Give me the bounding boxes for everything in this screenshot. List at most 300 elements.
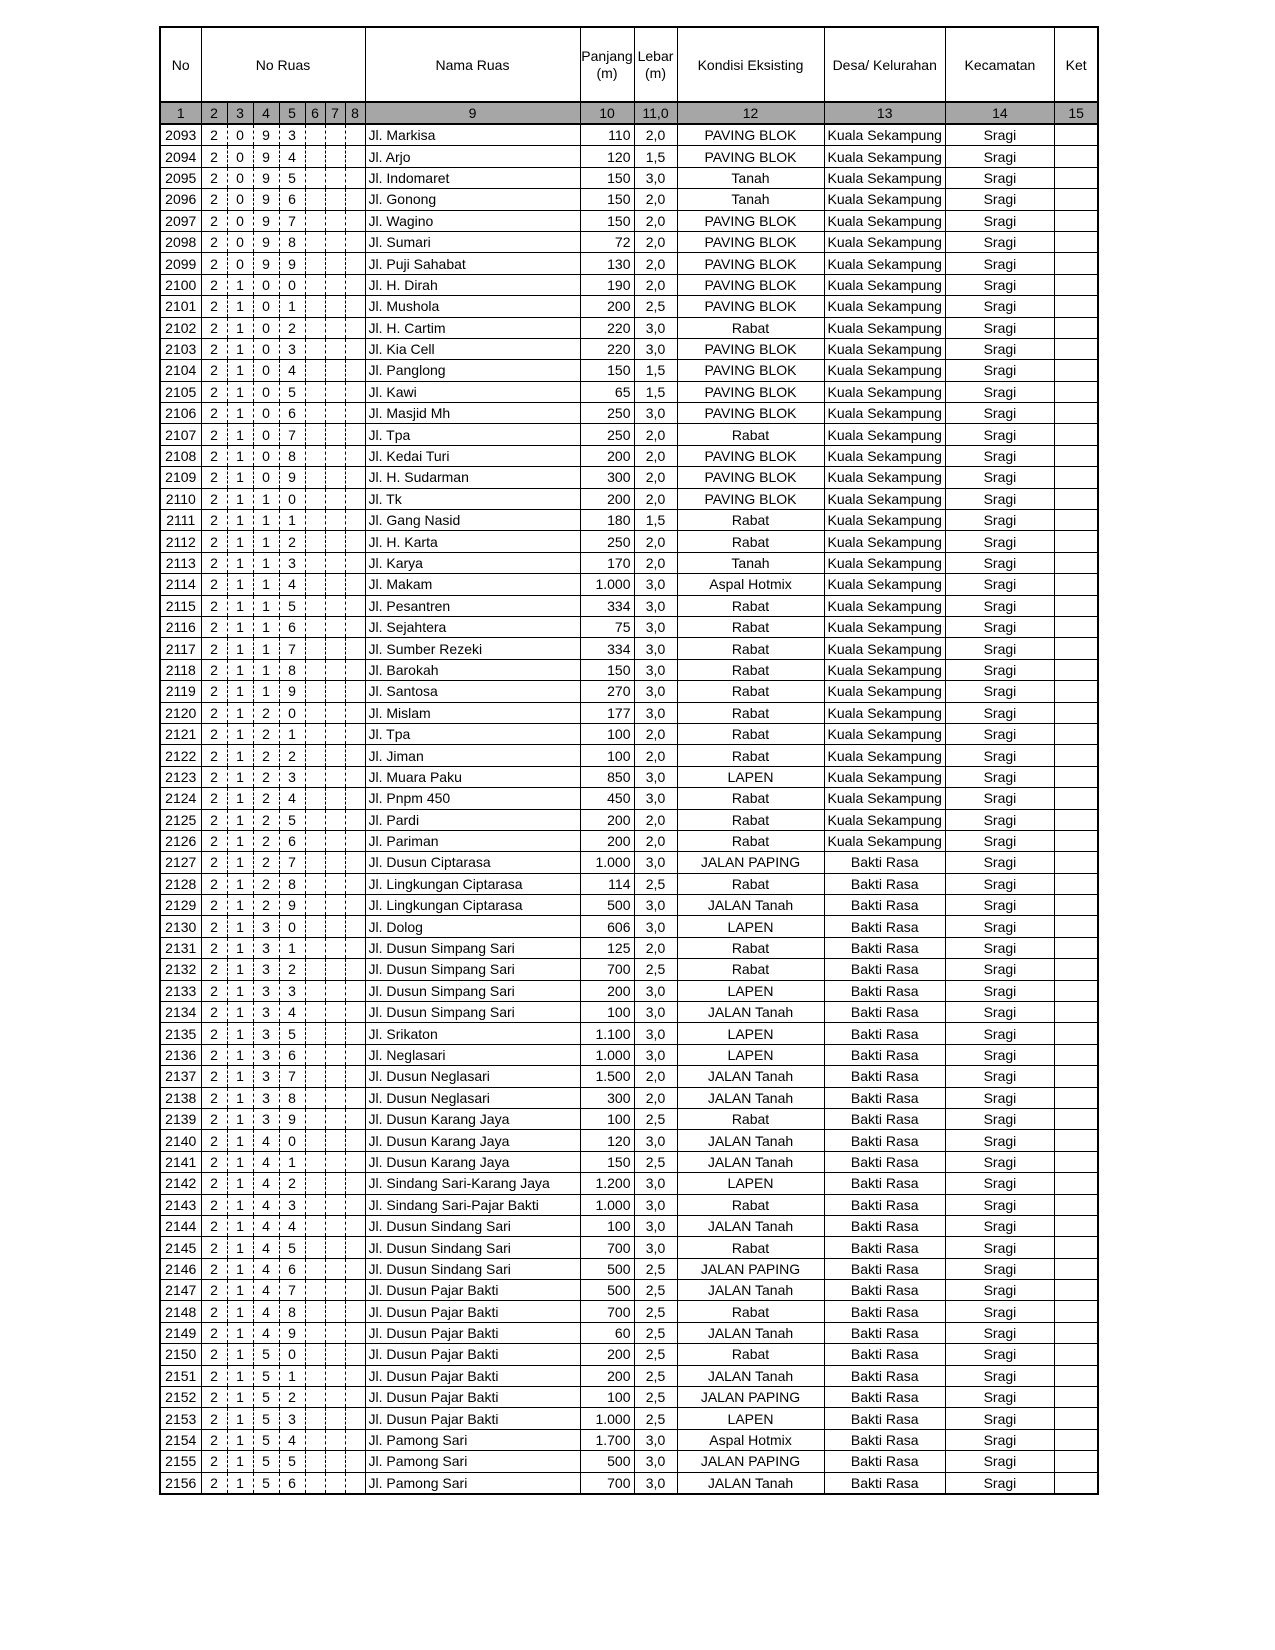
ket [1054, 788, 1098, 809]
lebar: 2,0 [634, 210, 677, 231]
ruas-digit [325, 1280, 345, 1301]
ruas-digit: 4 [279, 146, 305, 167]
nama-ruas: Jl. Tpa [365, 723, 580, 744]
row-number: 2111 [160, 510, 201, 531]
ruas-digit [305, 1429, 325, 1450]
kondisi: JALAN Tanah [677, 1066, 824, 1087]
ruas-digit [305, 1387, 325, 1408]
ruas-digit [305, 595, 325, 616]
ruas-digit [345, 1237, 365, 1258]
table-row [160, 1322, 1098, 1343]
ket [1054, 338, 1098, 359]
ruas-digit: 2 [201, 766, 227, 787]
desa: Bakti Rasa [824, 1472, 945, 1494]
ruas-digit [325, 595, 345, 616]
row-number: 2113 [160, 552, 201, 573]
ruas-digit [305, 1151, 325, 1172]
ket [1054, 510, 1098, 531]
nama-ruas: Jl. Masjid Mh [365, 403, 580, 424]
desa: Bakti Rasa [824, 1151, 945, 1172]
lebar: 3,0 [634, 1023, 677, 1044]
ruas-digit: 9 [253, 253, 279, 274]
row-number: 2112 [160, 531, 201, 552]
ket [1054, 681, 1098, 702]
nama-ruas: Jl. Dusun Simpang Sari [365, 959, 580, 980]
ruas-digit [345, 424, 365, 445]
ruas-digit [345, 381, 365, 402]
row-number: 2108 [160, 445, 201, 466]
nama-ruas: Jl. H. Sudarman [365, 467, 580, 488]
lebar: 3,0 [634, 916, 677, 937]
row-number: 2133 [160, 980, 201, 1001]
ruas-digit [325, 1194, 345, 1215]
row-number: 2125 [160, 809, 201, 830]
ket [1054, 980, 1098, 1001]
table-row [160, 830, 1098, 851]
table-row [160, 745, 1098, 766]
row-number: 2151 [160, 1365, 201, 1386]
ruas-digit: 2 [201, 552, 227, 573]
lebar: 2,5 [634, 1365, 677, 1386]
ruas-digit: 1 [279, 1151, 305, 1172]
panjang: 150 [580, 167, 634, 188]
kondisi: LAPEN [677, 916, 824, 937]
desa: Bakti Rasa [824, 1130, 945, 1151]
ruas-digit: 1 [227, 1301, 253, 1322]
lebar: 3,0 [634, 1130, 677, 1151]
desa: Kuala Sekampung [824, 146, 945, 167]
table-row [160, 788, 1098, 809]
table-row [160, 146, 1098, 167]
lebar: 2,0 [634, 1066, 677, 1087]
panjang: 450 [580, 788, 634, 809]
table-row [160, 1044, 1098, 1065]
row-number: 2123 [160, 766, 201, 787]
lebar: 2,0 [634, 189, 677, 210]
ket [1054, 638, 1098, 659]
desa: Bakti Rasa [824, 1087, 945, 1108]
ruas-digit [325, 124, 345, 146]
ruas-digit [325, 1451, 345, 1472]
header-row [160, 27, 1098, 102]
kecamatan: Sragi [945, 1258, 1054, 1279]
ruas-digit [325, 424, 345, 445]
desa: Kuala Sekampung [824, 659, 945, 680]
ruas-digit: 2 [201, 531, 227, 552]
row-number: 2101 [160, 296, 201, 317]
ruas-digit: 8 [279, 231, 305, 252]
kondisi: Rabat [677, 809, 824, 830]
ruas-digit [325, 1066, 345, 1087]
ruas-digit: 3 [253, 980, 279, 1001]
ruas-digit [305, 510, 325, 531]
ruas-digit [325, 317, 345, 338]
panjang: 200 [580, 1365, 634, 1386]
ruas-digit: 1 [227, 531, 253, 552]
ruas-digit [325, 531, 345, 552]
ruas-digit [305, 638, 325, 659]
kondisi: Rabat [677, 1237, 824, 1258]
table-row [160, 531, 1098, 552]
nama-ruas: Jl. Makam [365, 574, 580, 595]
ruas-digit: 1 [227, 488, 253, 509]
kecamatan: Sragi [945, 1023, 1054, 1044]
ruas-digit [345, 1044, 365, 1065]
header-kondisi: Kondisi Eksisting [677, 27, 824, 102]
panjang: 120 [580, 146, 634, 167]
ruas-digit: 3 [253, 1087, 279, 1108]
ruas-digit [345, 1215, 365, 1236]
ruas-digit: 0 [279, 1130, 305, 1151]
ket [1054, 809, 1098, 830]
ruas-digit [345, 274, 365, 295]
kecamatan: Sragi [945, 916, 1054, 937]
table-row [160, 338, 1098, 359]
lebar: 3,0 [634, 1044, 677, 1065]
ruas-digit: 2 [201, 937, 227, 958]
row-number: 2131 [160, 937, 201, 958]
ruas-digit: 9 [279, 253, 305, 274]
table-row [160, 1002, 1098, 1023]
kondisi: PAVING BLOK [677, 146, 824, 167]
panjang: 334 [580, 595, 634, 616]
ruas-digit [345, 1280, 365, 1301]
ruas-digit: 5 [253, 1387, 279, 1408]
ruas-digit: 2 [201, 788, 227, 809]
ruas-digit: 1 [227, 1258, 253, 1279]
ruas-digit [345, 317, 365, 338]
kondisi: Rabat [677, 1194, 824, 1215]
panjang: 200 [580, 980, 634, 1001]
ket [1054, 467, 1098, 488]
row-number: 2132 [160, 959, 201, 980]
nama-ruas: Jl. Dusun Sindang Sari [365, 1258, 580, 1279]
table-row [160, 189, 1098, 210]
ruas-digit [325, 959, 345, 980]
ruas-digit: 2 [201, 467, 227, 488]
row-number: 2104 [160, 360, 201, 381]
ruas-digit [305, 1066, 325, 1087]
column-number: 13 [824, 102, 945, 124]
kecamatan: Sragi [945, 1301, 1054, 1322]
lebar: 3,0 [634, 1472, 677, 1494]
header-no-ruas: No Ruas [201, 27, 365, 102]
desa: Bakti Rasa [824, 1258, 945, 1279]
ket [1054, 916, 1098, 937]
panjang: 100 [580, 745, 634, 766]
ruas-digit: 2 [201, 895, 227, 916]
kondisi: JALAN PAPING [677, 1451, 824, 1472]
ruas-digit [305, 317, 325, 338]
lebar: 3,0 [634, 1002, 677, 1023]
kecamatan: Sragi [945, 574, 1054, 595]
ruas-digit: 2 [253, 852, 279, 873]
lebar: 3,0 [634, 766, 677, 787]
ruas-digit [325, 1344, 345, 1365]
ruas-digit: 4 [253, 1237, 279, 1258]
lebar: 3,0 [634, 895, 677, 916]
ket [1054, 210, 1098, 231]
kondisi: Rabat [677, 531, 824, 552]
ruas-digit: 3 [279, 980, 305, 1001]
lebar: 2,5 [634, 1387, 677, 1408]
ruas-digit: 1 [253, 595, 279, 616]
ket [1054, 531, 1098, 552]
row-number: 2134 [160, 1002, 201, 1023]
nama-ruas: Jl. Dusun Pajar Bakti [365, 1301, 580, 1322]
nama-ruas: Jl. Dusun Karang Jaya [365, 1151, 580, 1172]
row-number: 2154 [160, 1429, 201, 1450]
panjang: 500 [580, 1280, 634, 1301]
kondisi: Tanah [677, 167, 824, 188]
ruas-digit [345, 210, 365, 231]
nama-ruas: Jl. Gang Nasid [365, 510, 580, 531]
ruas-digit [325, 1023, 345, 1044]
nama-ruas: Jl. Pnpm 450 [365, 788, 580, 809]
nama-ruas: Jl. Lingkungan Ciptarasa [365, 895, 580, 916]
ruas-digit: 2 [201, 852, 227, 873]
ruas-digit [325, 788, 345, 809]
ruas-digit: 9 [253, 167, 279, 188]
panjang: 270 [580, 681, 634, 702]
ruas-digit [325, 1258, 345, 1279]
desa: Kuala Sekampung [824, 531, 945, 552]
panjang: 500 [580, 1451, 634, 1472]
kondisi: PAVING BLOK [677, 274, 824, 295]
table-row [160, 274, 1098, 295]
ruas-digit [305, 360, 325, 381]
panjang: 75 [580, 616, 634, 637]
ruas-digit: 2 [279, 1387, 305, 1408]
ruas-digit: 2 [201, 1173, 227, 1194]
ruas-digit: 9 [253, 210, 279, 231]
kondisi: Rabat [677, 702, 824, 723]
ruas-digit: 1 [253, 531, 279, 552]
nama-ruas: Jl. Dusun Pajar Bakti [365, 1344, 580, 1365]
desa: Kuala Sekampung [824, 317, 945, 338]
lebar: 2,5 [634, 1280, 677, 1301]
ruas-digit: 3 [279, 1194, 305, 1215]
table-row [160, 638, 1098, 659]
kecamatan: Sragi [945, 467, 1054, 488]
nama-ruas: Jl. Neglasari [365, 1044, 580, 1065]
kondisi: Tanah [677, 189, 824, 210]
kecamatan: Sragi [945, 210, 1054, 231]
desa: Bakti Rasa [824, 1387, 945, 1408]
ruas-digit: 0 [253, 360, 279, 381]
desa: Bakti Rasa [824, 916, 945, 937]
row-number: 2122 [160, 745, 201, 766]
ruas-digit [325, 274, 345, 295]
nama-ruas: Jl. Dusun Pajar Bakti [365, 1408, 580, 1429]
nama-ruas: Jl. Santosa [365, 681, 580, 702]
ruas-digit [345, 959, 365, 980]
column-number: 6 [305, 102, 325, 124]
ruas-digit [305, 873, 325, 894]
ruas-digit [345, 659, 365, 680]
ket [1054, 403, 1098, 424]
ruas-digit: 3 [253, 1044, 279, 1065]
desa: Bakti Rasa [824, 1066, 945, 1087]
ruas-digit: 1 [227, 1066, 253, 1087]
column-number: 2 [201, 102, 227, 124]
ruas-digit [325, 702, 345, 723]
panjang: 700 [580, 1472, 634, 1494]
lebar: 3,0 [634, 616, 677, 637]
kondisi: Rabat [677, 745, 824, 766]
lebar: 2,0 [634, 253, 677, 274]
desa: Bakti Rasa [824, 1215, 945, 1236]
kecamatan: Sragi [945, 595, 1054, 616]
lebar: 2,0 [634, 274, 677, 295]
ket [1054, 124, 1098, 146]
desa: Bakti Rasa [824, 1280, 945, 1301]
ruas-digit [325, 1173, 345, 1194]
kecamatan: Sragi [945, 1130, 1054, 1151]
lebar: 2,5 [634, 1301, 677, 1322]
ruas-digit: 1 [227, 1387, 253, 1408]
ruas-digit [345, 616, 365, 637]
ruas-digit [305, 916, 325, 937]
ruas-digit [305, 723, 325, 744]
desa: Kuala Sekampung [824, 830, 945, 851]
desa: Kuala Sekampung [824, 488, 945, 509]
panjang: 500 [580, 1258, 634, 1279]
table-row [160, 852, 1098, 873]
kecamatan: Sragi [945, 189, 1054, 210]
row-number: 2142 [160, 1173, 201, 1194]
header-nama-ruas: Nama Ruas [365, 27, 580, 102]
kecamatan: Sragi [945, 1044, 1054, 1065]
ruas-digit: 3 [253, 959, 279, 980]
table-row [160, 1429, 1098, 1450]
ruas-digit [345, 895, 365, 916]
desa: Bakti Rasa [824, 1365, 945, 1386]
nama-ruas: Jl. H. Dirah [365, 274, 580, 295]
row-number: 2119 [160, 681, 201, 702]
panjang: 100 [580, 1215, 634, 1236]
ruas-digit [325, 210, 345, 231]
ruas-digit: 4 [279, 1002, 305, 1023]
lebar: 3,0 [634, 1194, 677, 1215]
lebar: 2,5 [634, 1408, 677, 1429]
ruas-digit: 9 [279, 681, 305, 702]
table-row [160, 424, 1098, 445]
desa: Kuala Sekampung [824, 445, 945, 466]
column-number: 9 [365, 102, 580, 124]
ruas-digit [305, 1087, 325, 1108]
ruas-digit [305, 210, 325, 231]
kecamatan: Sragi [945, 1108, 1054, 1129]
nama-ruas: Jl. Dusun Sindang Sari [365, 1237, 580, 1258]
desa: Bakti Rasa [824, 1194, 945, 1215]
ket [1054, 702, 1098, 723]
desa: Kuala Sekampung [824, 253, 945, 274]
ruas-digit: 2 [201, 1280, 227, 1301]
ruas-digit [325, 381, 345, 402]
ket [1054, 852, 1098, 873]
panjang: 500 [580, 895, 634, 916]
kecamatan: Sragi [945, 445, 1054, 466]
ruas-digit: 1 [227, 1451, 253, 1472]
panjang: 100 [580, 723, 634, 744]
ruas-digit: 7 [279, 424, 305, 445]
lebar: 2,5 [634, 296, 677, 317]
kondisi: Rabat [677, 317, 824, 338]
lebar: 3,0 [634, 788, 677, 809]
ruas-digit: 6 [279, 1044, 305, 1065]
table-row [160, 959, 1098, 980]
ruas-digit [345, 189, 365, 210]
ruas-digit [345, 574, 365, 595]
table-row [160, 574, 1098, 595]
ruas-digit: 7 [279, 1280, 305, 1301]
ruas-digit: 9 [279, 467, 305, 488]
ruas-digit: 1 [227, 1108, 253, 1129]
kecamatan: Sragi [945, 788, 1054, 809]
row-number: 2150 [160, 1344, 201, 1365]
lebar: 2,5 [634, 1322, 677, 1343]
ruas-digit: 2 [253, 788, 279, 809]
desa: Kuala Sekampung [824, 638, 945, 659]
ruas-digit: 5 [279, 1451, 305, 1472]
ket [1054, 1173, 1098, 1194]
lebar: 2,0 [634, 723, 677, 744]
kondisi: PAVING BLOK [677, 124, 824, 146]
lebar: 2,0 [634, 531, 677, 552]
ruas-digit: 1 [227, 766, 253, 787]
ruas-digit [305, 231, 325, 252]
ruas-digit: 1 [227, 338, 253, 359]
table-row [160, 552, 1098, 573]
table-row [160, 360, 1098, 381]
ruas-digit [325, 1387, 345, 1408]
ket [1054, 1365, 1098, 1386]
ruas-digit: 2 [201, 681, 227, 702]
nama-ruas: Jl. Barokah [365, 659, 580, 680]
kondisi: JALAN Tanah [677, 1002, 824, 1023]
table-row [160, 1301, 1098, 1322]
ruas-digit: 1 [227, 852, 253, 873]
panjang: 150 [580, 360, 634, 381]
lebar: 2,5 [634, 959, 677, 980]
table-row [160, 253, 1098, 274]
desa: Bakti Rasa [824, 959, 945, 980]
ket [1054, 1301, 1098, 1322]
ruas-digit: 7 [279, 210, 305, 231]
ruas-digit: 0 [253, 445, 279, 466]
kondisi: Rabat [677, 1301, 824, 1322]
ruas-digit [305, 1408, 325, 1429]
ruas-digit: 4 [279, 360, 305, 381]
table-row [160, 1451, 1098, 1472]
ruas-digit: 0 [227, 146, 253, 167]
kondisi: Rabat [677, 659, 824, 680]
row-number: 2095 [160, 167, 201, 188]
ruas-digit: 1 [227, 1194, 253, 1215]
ruas-digit [305, 852, 325, 873]
ruas-digit: 1 [227, 681, 253, 702]
table-row [160, 1472, 1098, 1494]
kecamatan: Sragi [945, 124, 1054, 146]
lebar: 2,0 [634, 809, 677, 830]
ruas-digit [305, 574, 325, 595]
kondisi: LAPEN [677, 980, 824, 1001]
ruas-digit: 0 [253, 403, 279, 424]
desa: Kuala Sekampung [824, 809, 945, 830]
ruas-digit: 4 [253, 1301, 279, 1322]
ruas-digit: 3 [279, 552, 305, 573]
